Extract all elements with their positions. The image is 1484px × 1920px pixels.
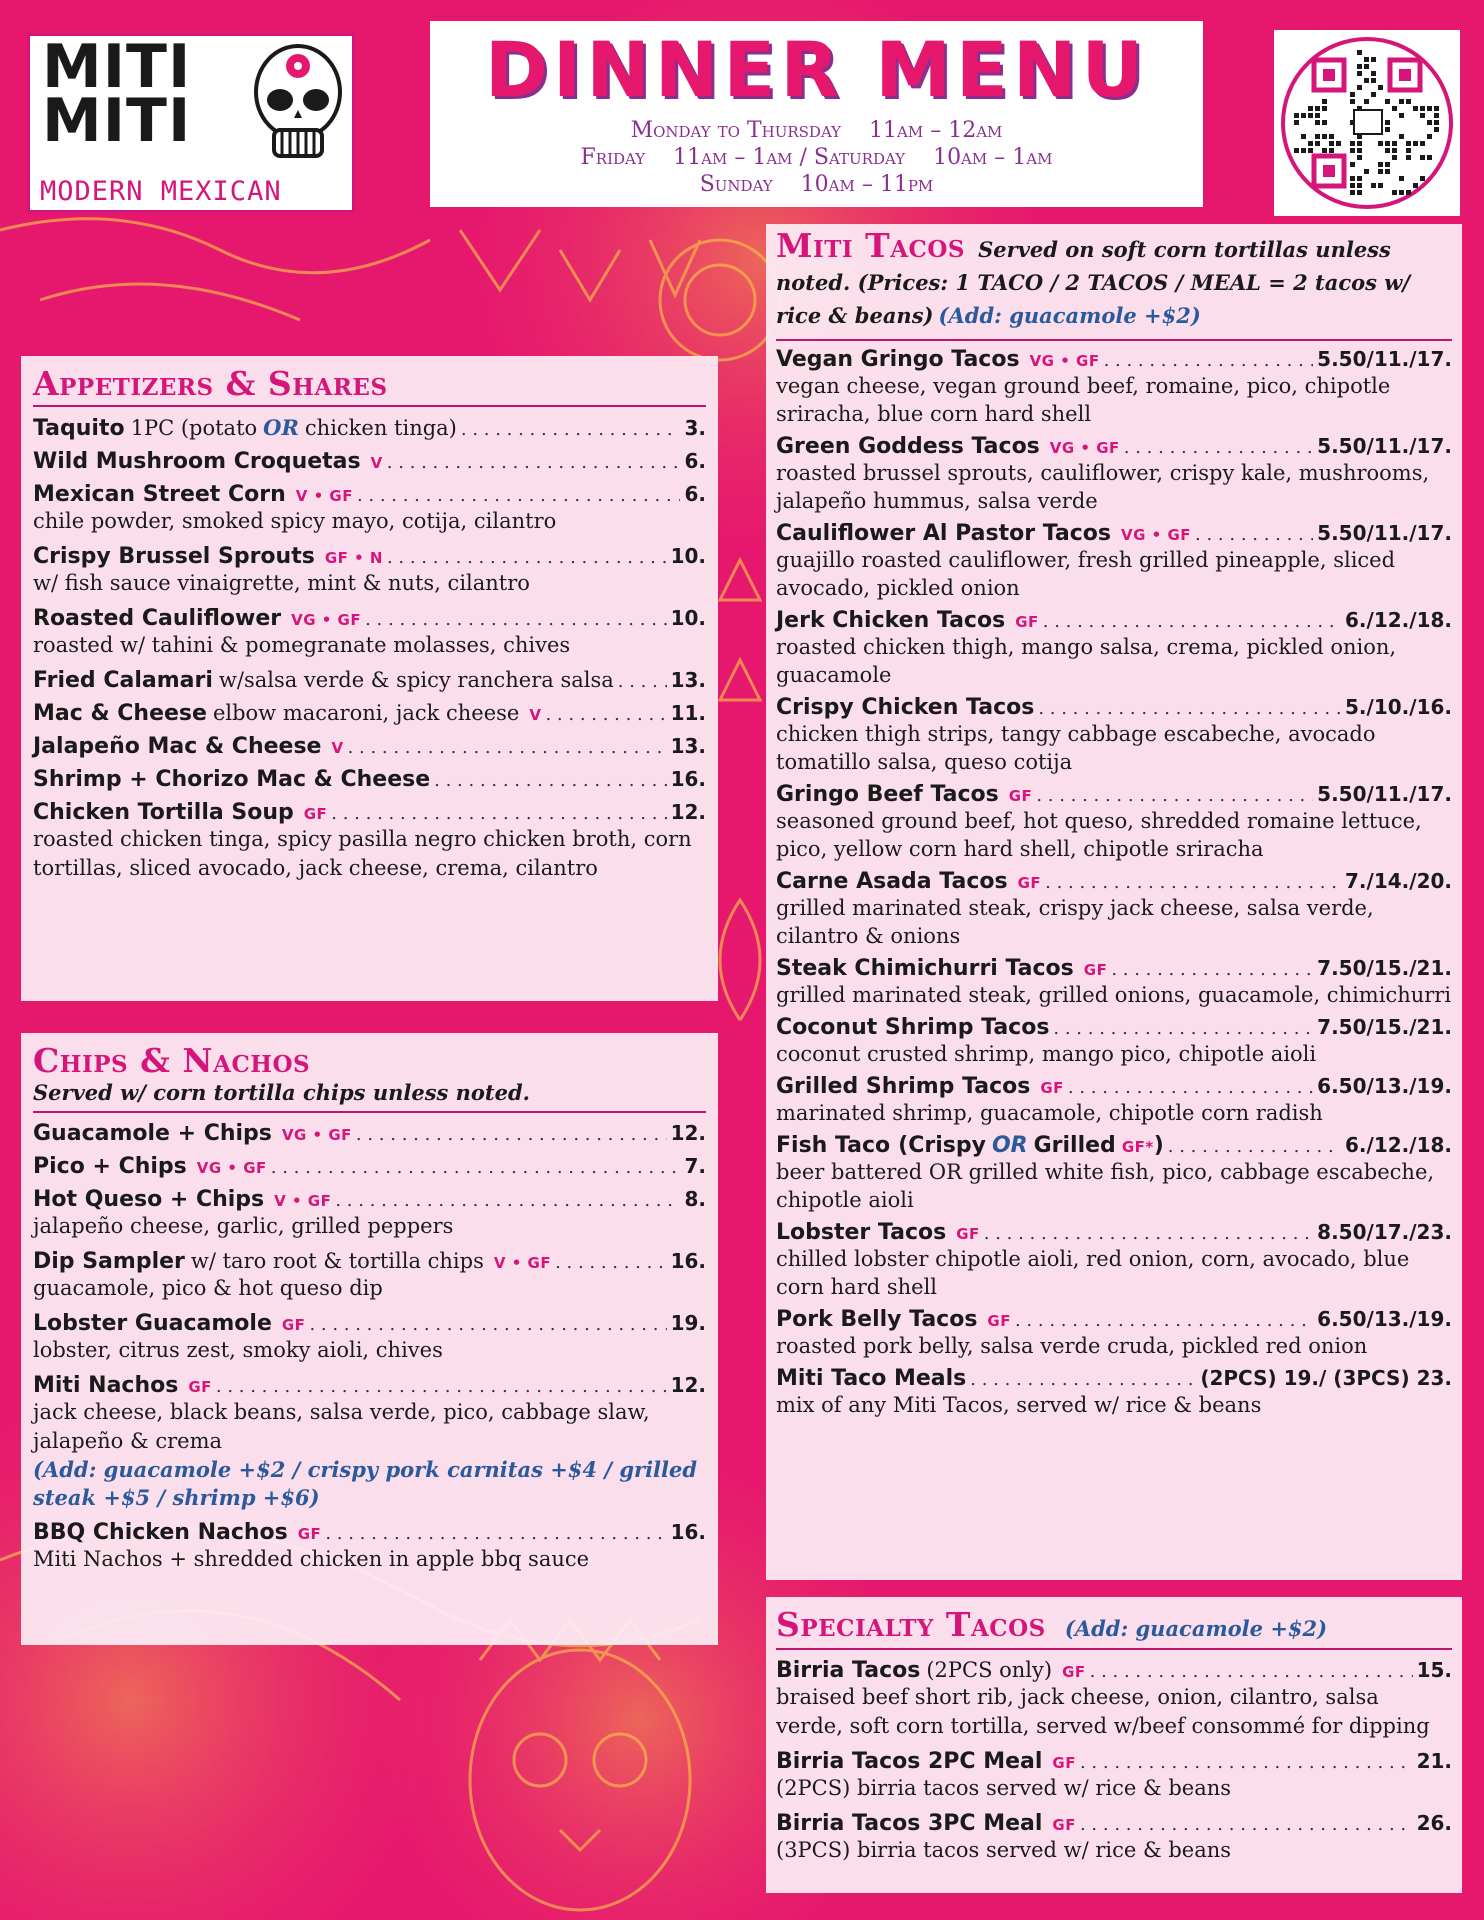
item-price: 10. (670, 606, 706, 630)
item-description: roasted chicken thigh, mango salsa, crema, pickled onion, guacamole (776, 635, 1397, 687)
item-price: 7.50/15./21. (1317, 1015, 1452, 1039)
menu-item (776, 782, 1452, 863)
menu-item (33, 482, 706, 536)
menu-item (776, 956, 1452, 1009)
item-name: Crispy Brussel Sprouts (33, 544, 315, 569)
item-detail: w/salsa verde & spicy ranchera salsa (218, 668, 614, 692)
dietary-tag: VG • GF (196, 1159, 267, 1177)
item-price: 12. (670, 1373, 706, 1397)
menu-item (33, 1520, 706, 1574)
item-name: Coconut Shrimp Tacos (776, 1015, 1050, 1040)
menu-item (33, 1311, 706, 1365)
item-price: 26. (1416, 1811, 1452, 1835)
leader-dots (387, 452, 681, 473)
item-description: seasoned ground beef, hot queso, shredded romaine lettuce, pico, yellow corn hard shell, chipotle sriracha (776, 809, 1422, 861)
leader-dots (325, 1523, 666, 1544)
tacos-title: Miti Tacos (776, 226, 966, 265)
item-price: 6./12./18. (1345, 1133, 1452, 1157)
item-description: lobster, citrus zest, smoky aioli, chives (33, 1338, 443, 1362)
item-detail: w/ taro root & tortilla chips (190, 1249, 484, 1273)
menu-item (33, 800, 706, 883)
leader-dots (555, 1252, 666, 1273)
item-price: 7. (684, 1154, 706, 1178)
menu-item (33, 767, 706, 792)
item-name: Vegan Gringo Tacos (776, 347, 1020, 372)
leader-dots (618, 671, 667, 692)
item-price: 5./10./16. (1345, 695, 1452, 719)
item-name: Miti Nachos (33, 1373, 179, 1398)
item-name: Grilled Shrimp Tacos (776, 1074, 1031, 1099)
leader-dots (348, 737, 667, 758)
item-price: 13. (670, 668, 706, 692)
dietary-tag: V • GF (274, 1192, 332, 1210)
item-description: vegan cheese, vegan ground beef, romaine, pico, chipotle sriracha, blue corn hard shell (776, 374, 1391, 426)
leader-dots (1104, 350, 1314, 371)
menu-item (33, 701, 706, 726)
item-price: 6./12./18. (1345, 608, 1452, 632)
menu-item-line (776, 434, 1452, 459)
item-price: 11. (670, 701, 706, 725)
menu-item (33, 606, 706, 660)
item-price: 16. (670, 767, 706, 791)
leader-dots (357, 485, 681, 506)
item-price: 5.50/11./17. (1317, 434, 1452, 458)
leader-dots (1043, 611, 1341, 632)
menu-item (33, 544, 706, 598)
dietary-tag: GF • N (324, 549, 383, 567)
item-name: Birria Tacos 2PC Meal (776, 1749, 1043, 1774)
item-description: chilled lobster chipotle aioli, red onion, corn, avocado, blue corn hard shell (776, 1247, 1410, 1299)
item-description: chicken thigh strips, tangy cabbage escabeche, avocado tomatillo salsa, queso cotija (776, 722, 1376, 774)
menu-item (776, 608, 1452, 689)
qr-code[interactable] (1274, 30, 1460, 216)
item-description: marinated shrimp, guacamole, chipotle corn radish (776, 1101, 1323, 1125)
item-price: 6. (684, 482, 706, 506)
leader-dots (271, 1157, 681, 1178)
item-price: 21. (1416, 1749, 1452, 1773)
item-description: coconut crusted shrimp, mango pico, chipotle aioli (776, 1042, 1317, 1066)
dietary-tag: VG • GF (1029, 352, 1100, 370)
item-price: 12. (670, 800, 706, 824)
opening-hours (430, 117, 1203, 198)
item-description: jack cheese, black beans, salsa verde, pico, cabbage slaw, jalapeño & crema (33, 1400, 650, 1453)
menu-item-line (776, 1074, 1452, 1099)
item-description: roasted chicken tinga, spicy pasilla negro chicken broth, corn tortillas, sliced avocado, jack cheese, crema, cilantro (33, 827, 692, 880)
dietary-tag: V • GF (493, 1254, 552, 1272)
menu-item-line (33, 1187, 706, 1212)
leader-dots (434, 770, 666, 791)
menu-item-line (33, 1311, 706, 1336)
menu-item-line (776, 347, 1452, 372)
item-name: Green Goddess Tacos (776, 434, 1040, 459)
nachos-section (21, 1033, 718, 1645)
item-description: roasted w/ tahini & pomegranate molasses, chives (33, 633, 571, 657)
item-description: Miti Nachos + shredded chicken in apple bbq sauce (33, 1547, 590, 1571)
item-detail: 1PC (potato (130, 416, 258, 440)
dietary-tag: GF (1008, 787, 1033, 805)
dietary-tag: GF (1040, 1079, 1064, 1097)
menu-item-line (776, 1220, 1452, 1245)
menu-item (33, 1121, 706, 1146)
item-name: Roasted Cauliflower (33, 606, 282, 631)
leader-dots (970, 1369, 1196, 1390)
item-description: braised beef short rib, jack cheese, onion, cilantro, salsa verde, soft corn tortilla, served w/beef consommé for dipping (776, 1685, 1430, 1738)
item-price: 7./14./20. (1345, 869, 1452, 893)
dietary-tag: VG • GF (1121, 526, 1192, 544)
menu-item (33, 415, 706, 441)
item-name: Guacamole + Chips (33, 1121, 272, 1146)
logo (27, 33, 355, 213)
leader-dots (335, 1190, 680, 1211)
item-name: Carne Asada Tacos (776, 869, 1008, 894)
item-name-detail: ) (1153, 1133, 1164, 1158)
menu-item (776, 1366, 1452, 1419)
item-price: 6. (684, 449, 706, 473)
menu-item-line (776, 869, 1452, 894)
tacos-section (766, 224, 1462, 1580)
item-name: Pico + Chips (33, 1154, 187, 1179)
specialty-title: Specialty Tacos (776, 1605, 1046, 1644)
hours-fri-sat: Friday 11am – 1am / Saturday 10am – 1am (580, 145, 1053, 170)
leader-dots (1080, 1814, 1413, 1835)
menu-item-line (776, 1749, 1452, 1774)
dietary-tag: V (529, 706, 542, 724)
dietary-tag: GF* (1121, 1138, 1154, 1156)
tacos-subtitle: Served on soft corn tortillas unless noted. (Prices: 1 TACO / 2 TACOS / MEAL = 2 tacos w/ rice & beans) (776, 237, 1411, 328)
leader-dots (984, 1223, 1313, 1244)
item-detail: elbow macaroni, jack cheese (212, 701, 520, 725)
nachos-title: Chips & Nachos (33, 1041, 311, 1080)
item-name: Lobster Guacamole (33, 1311, 272, 1336)
nachos-subtitle: Served w/ corn tortilla chips unless noted. (33, 1080, 706, 1113)
leader-dots (1015, 1310, 1313, 1331)
appetizers-title: Appetizers & Shares (33, 364, 706, 407)
menu-item (776, 695, 1452, 776)
leader-dots (1168, 1136, 1341, 1157)
hours-sun: Sunday 10am – 11pm (699, 172, 934, 197)
menu-item-line (776, 1366, 1452, 1391)
menu-item (776, 1658, 1452, 1741)
sugar-skull-icon (252, 42, 344, 164)
specialty-add-note: (Add: guacamole +$2) (1064, 1616, 1328, 1641)
hours-mon-thu: Monday to Thursday 11am – 12am (630, 118, 1003, 143)
item-description: guajillo roasted cauliflower, fresh grilled pineapple, sliced avocado, pickled onion (776, 548, 1396, 600)
item-price: 19. (670, 1311, 706, 1335)
item-name: Jerk Chicken Tacos (776, 608, 1006, 633)
dietary-tag: GF (956, 1225, 980, 1243)
item-price: 5.50/11./17. (1317, 521, 1452, 545)
leader-dots (1068, 1077, 1313, 1098)
menu-item (776, 434, 1452, 515)
tacos-add-note: (Add: guacamole +$2) (938, 303, 1201, 328)
logo-text (42, 32, 192, 156)
menu-item-line (776, 1133, 1452, 1158)
leader-dots (1080, 1752, 1413, 1773)
qr-code-icon (1274, 30, 1460, 216)
item-price: 8. (684, 1187, 706, 1211)
menu-item (776, 1220, 1452, 1301)
item-name: Hot Queso + Chips (33, 1187, 265, 1212)
dietary-tag: V • GF (295, 487, 353, 505)
item-name: Dip Sampler (33, 1249, 185, 1274)
menu-item-line (33, 767, 706, 792)
dietary-tag: VG • GF (291, 611, 362, 629)
leader-dots (461, 419, 681, 440)
appetizers-section (21, 356, 718, 1001)
item-price: 13. (670, 734, 706, 758)
item-name: Mac & Cheese (33, 701, 207, 726)
menu-item-line (776, 782, 1452, 807)
menu-item (776, 521, 1452, 602)
item-name: Fried Calamari (33, 668, 213, 693)
item-name: Birria Tacos (776, 1658, 921, 1683)
leader-dots (365, 609, 666, 630)
menu-item-line (33, 1520, 706, 1545)
item-description: beer battered OR grilled white fish, pico, cabbage escabeche, chipotle aioli (776, 1160, 1435, 1212)
leader-dots (1045, 872, 1341, 893)
menu-item (33, 1249, 706, 1303)
menu-item-line (33, 734, 706, 759)
logo-tagline: MODERN MEXICAN (40, 176, 282, 207)
dietary-tag: GF (303, 805, 328, 823)
item-description: (2PCS) birria tacos served w/ rice & beans (776, 1776, 1232, 1800)
dietary-tag: GF (1083, 961, 1108, 979)
menu-item-line (776, 521, 1452, 546)
menu-item-line (33, 668, 706, 693)
menu-item (33, 1187, 706, 1241)
item-name: Lobster Tacos (776, 1220, 947, 1245)
dietary-tag: GF (1052, 1754, 1076, 1772)
item-name: Steak Chimichurri Tacos (776, 956, 1074, 981)
dietary-tag: GF (1015, 613, 1039, 631)
menu-item-line (776, 956, 1452, 981)
menu-item-line (776, 608, 1452, 633)
menu-item (776, 1811, 1452, 1865)
item-detail: chicken tinga) (304, 416, 457, 440)
item-price: 6.50/13./19. (1317, 1307, 1452, 1331)
menu-item (776, 1749, 1452, 1803)
dietary-tag: GF (987, 1312, 1011, 1330)
item-name: Crispy Chicken Tacos (776, 695, 1035, 720)
menu-item-line (33, 415, 706, 441)
menu-item (33, 668, 706, 693)
leader-dots (1195, 524, 1313, 545)
specialty-header (776, 1605, 1452, 1650)
menu-item (776, 1133, 1452, 1214)
dietary-tag: VG • GF (1049, 439, 1120, 457)
title-panel (430, 21, 1203, 207)
item-description: (3PCS) birria tacos served w/ rice & beans (776, 1838, 1232, 1862)
leader-dots (216, 1376, 667, 1397)
menu-item-line (33, 1154, 706, 1179)
item-name: BBQ Chicken Nachos (33, 1520, 288, 1545)
item-description: grilled marinated steak, grilled onions, guacamole, chimichurri (776, 983, 1452, 1007)
menu-item (776, 347, 1452, 428)
tacos-header (776, 226, 1452, 341)
menu-item-line (33, 1373, 706, 1398)
item-name: Chicken Tortilla Soup (33, 800, 294, 825)
dietary-tag: GF (188, 1378, 212, 1396)
item-price: 5.50/11./17. (1317, 347, 1452, 371)
item-description: roasted brussel sprouts, cauliflower, crispy kale, mushrooms, jalapeño hummus, salsa verde (776, 461, 1430, 513)
dietary-tag: V (370, 454, 383, 472)
menu-item-line (776, 695, 1452, 720)
leader-dots (1124, 437, 1313, 458)
menu-item (776, 869, 1452, 950)
item-detail: (2PCS only) (926, 1658, 1053, 1682)
specialty-section (766, 1597, 1462, 1893)
dietary-tag: GF (1052, 1816, 1076, 1834)
item-add-note: (Add: guacamole +$2 / crispy pork carnitas +$4 / grilled steak +$5 / shrimp +$6) (33, 1457, 698, 1510)
menu-item-line (776, 1015, 1452, 1040)
menu-item (776, 1307, 1452, 1360)
item-name: Pork Belly Tacos (776, 1307, 978, 1332)
item-price: 6.50/13./19. (1317, 1074, 1452, 1098)
leader-dots (356, 1124, 667, 1145)
leader-dots (1038, 698, 1341, 719)
logo-line-2: MITI (42, 86, 192, 156)
item-price: (2PCS) 19./ (3PCS) 23. (1200, 1366, 1452, 1390)
dietary-tag: VG • GF (281, 1126, 352, 1144)
item-price: 16. (670, 1249, 706, 1273)
item-name: Birria Tacos 3PC Meal (776, 1811, 1043, 1836)
item-name: Wild Mushroom Croquetas (33, 449, 361, 474)
item-name: Cauliflower Al Pastor Tacos (776, 521, 1112, 546)
menu-item (776, 1074, 1452, 1127)
or-label: OR (263, 415, 299, 440)
dietary-tag: GF (1062, 1663, 1086, 1681)
menu-item-line (33, 606, 706, 631)
item-description: grilled marinated steak, crispy jack cheese, salsa verde, cilantro & onions (776, 896, 1374, 948)
item-name: Gringo Beef Tacos (776, 782, 999, 807)
menu-item-line (33, 701, 706, 726)
menu-item (33, 1373, 706, 1512)
item-price: 3. (684, 416, 706, 440)
menu-item-line (776, 1307, 1452, 1332)
item-description: mix of any Miti Tacos, served w/ rice & beans (776, 1393, 1262, 1417)
item-price: 16. (670, 1520, 706, 1544)
menu-title: DINNER MENU (484, 25, 1149, 114)
item-name-detail: Grilled (1033, 1133, 1116, 1158)
logo-line-1: MITI (42, 32, 192, 102)
or-label: OR (991, 1133, 1028, 1158)
dietary-tag: V (331, 739, 344, 757)
item-name: Miti Taco Meals (776, 1366, 967, 1391)
item-price: 15. (1416, 1658, 1452, 1682)
item-description: jalapeño cheese, garlic, grilled peppers (33, 1214, 454, 1238)
item-description: w/ fish sauce vinaigrette, mint & nuts, cilantro (33, 571, 530, 595)
dietary-tag: GF (297, 1525, 322, 1543)
item-price: 5.50/11./17. (1317, 782, 1452, 806)
menu-item-line (33, 800, 706, 825)
item-name: Shrimp + Chorizo Mac & Cheese (33, 767, 431, 792)
item-name: Taquito (33, 416, 125, 441)
item-description: roasted pork belly, salsa verde cruda, pickled red onion (776, 1334, 1368, 1358)
menu-item-line (33, 1121, 706, 1146)
leader-dots (387, 547, 667, 568)
leader-dots (309, 1314, 666, 1335)
item-name-detail: (Crispy (898, 1133, 986, 1158)
item-name: Jalapeño Mac & Cheese (33, 734, 322, 759)
dietary-tag: GF (1017, 874, 1042, 892)
leader-dots (1111, 959, 1313, 980)
menu-item (33, 1154, 706, 1179)
menu-item-line (776, 1811, 1452, 1836)
menu-item-line (776, 1658, 1452, 1683)
leader-dots (545, 704, 666, 725)
item-description: guacamole, pico & hot queso dip (33, 1276, 383, 1300)
menu-item (33, 734, 706, 759)
item-price: 10. (670, 544, 706, 568)
item-price: 8.50/17./23. (1317, 1220, 1452, 1244)
menu-item-line (33, 482, 706, 507)
leader-dots (1053, 1018, 1313, 1039)
item-description: chile powder, smoked spicy mayo, cotija, cilantro (33, 509, 557, 533)
item-name: Mexican Street Corn (33, 482, 286, 507)
leader-dots (1036, 785, 1313, 806)
leader-dots (331, 803, 666, 824)
menu-item-line (33, 544, 706, 569)
item-price: 12. (670, 1121, 706, 1145)
leader-dots (1090, 1661, 1413, 1682)
menu-item (776, 1015, 1452, 1068)
item-name: Fish Taco (776, 1133, 891, 1158)
menu-item-line (33, 449, 706, 474)
menu-item-line (33, 1249, 706, 1274)
menu-item (33, 449, 706, 474)
dietary-tag: GF (281, 1316, 306, 1334)
item-price: 7.50/15./21. (1317, 956, 1452, 980)
